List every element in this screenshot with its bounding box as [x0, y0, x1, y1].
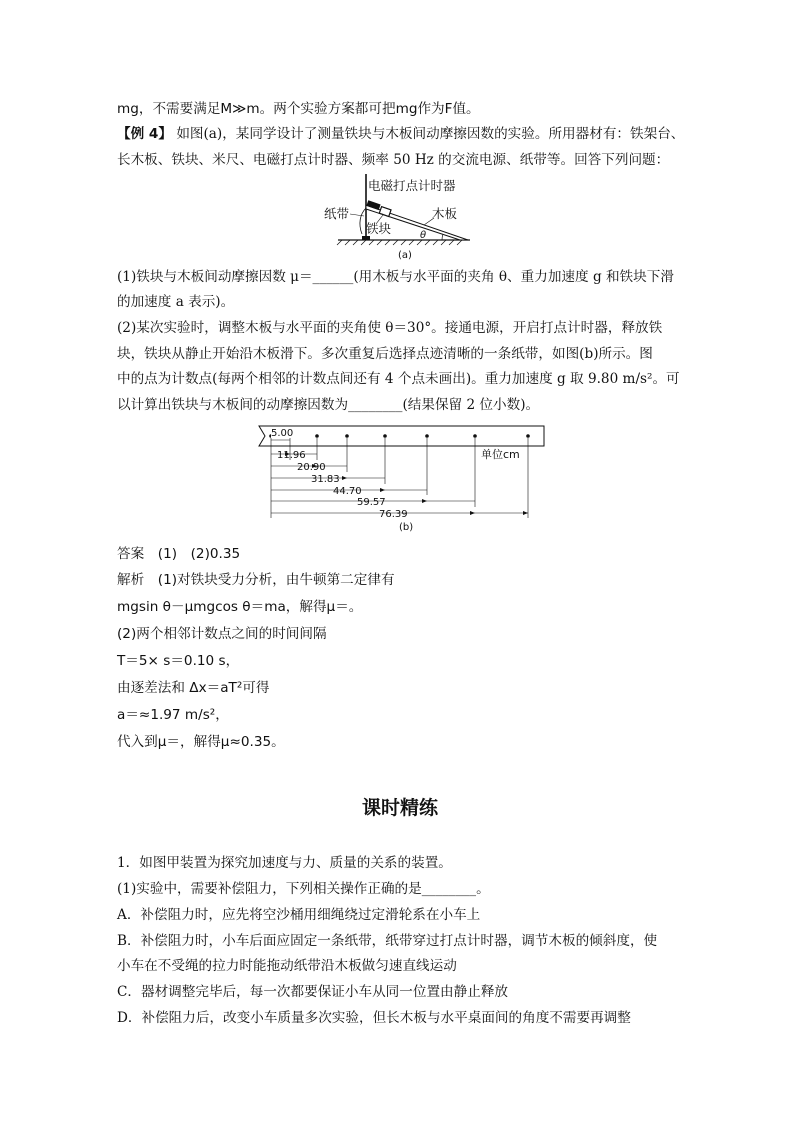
- distance-label-7: 76.39: [379, 509, 408, 520]
- question-2-line-2: 块，铁块从静止开始沿木板滑下。多次重复后选择点迹清晰的一条纸带，如图(b)所示。图: [117, 346, 653, 362]
- stand-base: [362, 236, 370, 240]
- answer-line: 答案 (1) (2)0.35: [117, 546, 241, 562]
- example-4-line-1: [117, 124, 684, 144]
- analysis-line-3: (2)两个相邻计数点之间的时间间隔: [117, 626, 327, 642]
- exercise-1-line-1: 1．如图甲装置为探究加速度与力、质量的关系的装置。: [117, 855, 452, 871]
- angle-arc: [442, 234, 443, 240]
- option-d: D．补偿阻力后，改变小车质量多次实验，但长木板与水平桌面间的角度不需要再调整: [117, 1010, 631, 1026]
- iron-block: [379, 207, 391, 217]
- analysis-line-2: mgsin θ－μmgcos θ＝ma，解得μ＝。: [117, 599, 363, 615]
- question-2-line-1: (2)某次实验时，调整木板与水平面的夹角使 θ＝30°。接通电源，开启打点计时器，释放铁: [117, 320, 663, 336]
- angle-label: θ: [420, 230, 427, 241]
- figure-a-incline-diagram: [320, 172, 490, 266]
- distance-label-2: 11.96: [277, 450, 306, 461]
- point-3: [345, 434, 349, 438]
- point-7: [526, 434, 530, 438]
- question-1-line-2: 的加速度 a 表示)。: [117, 294, 235, 310]
- exercise-1-line-2: (1)实验中，需要补偿阻力，下列相关操作正确的是________。: [117, 881, 490, 897]
- unit-label: 单位cm: [481, 448, 520, 461]
- tape-label: 纸带: [324, 206, 350, 221]
- example-4-label: 【例 4】: [117, 126, 172, 142]
- section-title: 课时精练: [361, 797, 438, 819]
- example-4-text-1: 如图(a)，某同学设计了测量铁块与木板间动摩擦因数的实验。所用器材有：铁架台、: [176, 126, 685, 142]
- distance-label-1: 5.00: [271, 428, 294, 439]
- point-4: [383, 434, 387, 438]
- point-5: [425, 434, 429, 438]
- question-1-line-1: (1)铁块与木板间动摩擦因数 μ＝______(用木板与水平面的夹角 θ、重力加速度 g 和铁块下滑: [117, 269, 674, 285]
- option-a: A．补偿阻力时，应先将空沙桶用细绳绕过定滑轮系在小车上: [117, 907, 481, 923]
- ground-hatching: [337, 240, 462, 245]
- point-2: [315, 434, 319, 438]
- figure-b-caption: (b): [399, 522, 414, 533]
- distance-label-4: 31.83: [311, 474, 340, 485]
- analysis-line-1: 解析 (1)对铁块受力分析，由牛顿第二定律有: [117, 572, 395, 588]
- timer-label: 电磁打点计时器: [368, 178, 456, 193]
- option-b-line-2: 小车在不受绳的拉力时能拖动纸带沿木板做匀速直线运动: [117, 958, 457, 974]
- example-4-line-2: 长木板、铁块、米尺、电磁打点计时器、频率 50 Hz 的交流电源、纸带等。回答下列问题：: [117, 152, 670, 168]
- option-c: C．器材调整完毕后，每一次都要保证小车从同一位置由静止释放: [117, 984, 509, 1000]
- tape-strip: [259, 426, 544, 446]
- analysis-line-4: T＝5× s＝0.10 s，: [117, 653, 240, 669]
- analysis-line-5: 由逐差法和 Δx＝aT²可得: [117, 680, 270, 696]
- intro-line: mg，不需要满足M≫m。两个实验方案都可把mg作为F值。: [117, 101, 480, 117]
- figure-b-paper-tape: [255, 420, 550, 534]
- distance-label-3: 20.90: [297, 462, 326, 473]
- analysis-line-7: 代入到μ＝，解得μ≈0.35。: [117, 734, 285, 750]
- question-2-line-3: 中的点为计数点(每两个相邻的计数点间还有 4 个点未画出)。重力加速度 g 取 9.80 m/s²。可: [117, 371, 680, 387]
- distance-label-5: 44.70: [333, 486, 362, 497]
- distance-label-6: 59.57: [357, 497, 386, 508]
- option-b-line-1: B．补偿阻力时，小车后面应固定一条纸带，纸带穿过打点计时器，调节木板的倾斜度，使: [117, 933, 658, 949]
- board-label: 木板: [432, 206, 458, 221]
- analysis-line-6: a＝≈1.97 m/s²，: [117, 707, 229, 723]
- block-label: 铁块: [366, 221, 392, 236]
- question-2-line-4: 以计算出铁块与木板间的动摩擦因数为________(结果保留 2 位小数)。: [117, 397, 540, 413]
- figure-a-caption: (a): [398, 250, 412, 261]
- point-6: [473, 434, 477, 438]
